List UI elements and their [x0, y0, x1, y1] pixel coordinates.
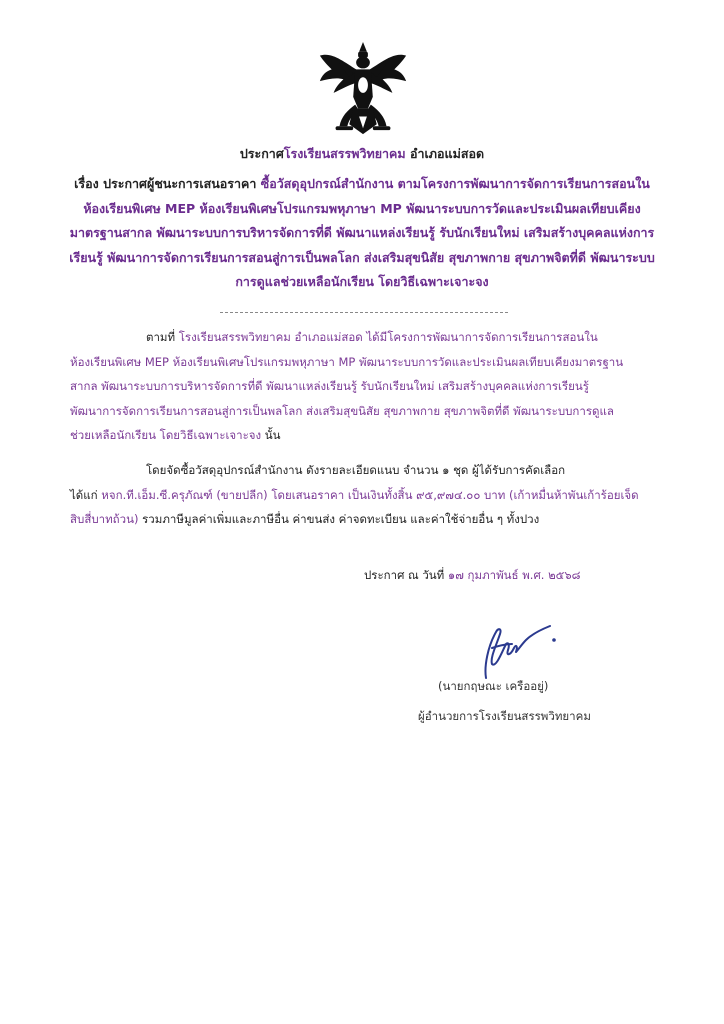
p2-line-2: [70, 483, 660, 508]
body-paragraph-1: [70, 325, 660, 448]
subject-text-1: ซื้อวัสดุอุปกรณ์สำนักงาน ตามโครงการพัฒนาการจัดการเรียนการสอนใน: [260, 176, 650, 191]
signer-position: ผู้อำนวยการโรงเรียนสรรพวิทยาคม: [418, 709, 591, 723]
signer-name: (นายกฤษณะ เครืออยู่): [438, 679, 549, 693]
p2-text-3a: สิบสี่บาทถ้วน): [70, 512, 139, 526]
p2-text-2b: หจก.ที.เอ็ม.ซี.ครุภัณฑ์ (ขายปลีก) โดยเสนอราคา เป็นเงินทั้งสิ้น ๙๕,๙๗๔.๐๐ บาท (เก้าหมื่นห้าพันเก้าร้อยเจ็ด: [101, 487, 639, 502]
announce-date: ๑๗ กุมภาพันธ์ พ.ศ. ๒๕๖๘: [447, 568, 581, 582]
p1-line-5: [70, 423, 660, 448]
subject-line-3: มาตรฐานสากล พัฒนาระบบการบริหารจัดการที่ดี พัฒนาแหล่งเรียนรู้ รับนักเรียนใหม่ เสริมสร้างบุคคลแห่งการ: [69, 225, 655, 240]
p1-line-2: ห้องเรียนพิเศษ MEP ห้องเรียนพิเศษโปรแกรมพหุภาษา MP พัฒนาระบบการวัดและประเมินผลเทียบเคียงมาตรฐาน: [70, 354, 624, 369]
divider-rule: [220, 312, 508, 313]
p2-line-3: [70, 507, 660, 532]
title-district: อำเภอแม่สอด: [405, 146, 485, 161]
p2-text-2a: ได้แก่: [70, 487, 102, 502]
subject-line-2: ห้องเรียนพิเศษ MEP ห้องเรียนพิเศษโปรแกรมพหุภาษา MP พัฒนาระบบการวัดและประเมินผลเทียบเคียง: [83, 200, 641, 216]
p1-text-5a: ช่วยเหลือนักเรียน โดยวิธีเฉพาะเจาะจง: [70, 428, 262, 442]
subject-line-4: เรียนรู้ พัฒนาการจัดการเรียนการสอนสู่การเป็นพลโลก ส่งเสริมสุขนิสัย สุขภาพกาย สุขภาพจิตที่ดี พัฒนาระบบ: [69, 249, 655, 265]
title-prefix: ประกาศ: [239, 146, 284, 161]
announce-label: ประกาศ ณ วันที่: [364, 568, 448, 582]
title-school: โรงเรียนสรรพวิทยาคม: [283, 146, 406, 161]
announcement-date-line: [364, 567, 581, 585]
subject-line-1: [40, 172, 684, 197]
p1-line-4: พัฒนาการจัดการเรียนการสอนสู่การเป็นพลโลก ส่งเสริมสุขนิสัย สุขภาพกาย สุขภาพจิตที่ดี พัฒนาระบบการดูแล: [70, 403, 614, 418]
p1-prefix: ตามที่: [146, 330, 179, 344]
p1-text-1: โรงเรียนสรรพวิทยาคม อำเภอแม่สอด ได้มีโครงการพัฒนาการจัดการเรียนการสอนใน: [178, 330, 598, 344]
p2-text-3b: รวมภาษีมูลค่าเพิ่มและภาษีอื่น ค่าขนส่ง ค่าจดทะเบียน และค่าใช้จ่ายอื่น ๆ ทั้งปวง: [138, 512, 540, 526]
document-title: [40, 145, 684, 163]
p1-line-3: สากล พัฒนาระบบการบริหารจัดการที่ดี พัฒนาแหล่งเรียนรู้ รับนักเรียนใหม่ เสริมสร้างบุคคลแห่งการเรียนรู้: [70, 379, 589, 393]
p1-text-5b: นั้น: [261, 428, 281, 442]
p1-line-1: [70, 325, 660, 350]
subject-label: เรื่อง ประกาศผู้ชนะการเสนอราคา: [74, 176, 261, 191]
garuda-emblem-icon: [314, 40, 412, 138]
subject-line-5: การดูแลช่วยเหลือนักเรียน โดยวิธีเฉพาะเจาะจง: [235, 274, 489, 289]
subject-block: [40, 172, 684, 295]
p2-line-1: โดยจัดซื้อวัสดุอุปกรณ์สำนักงาน ดังรายละเอียดแนบ จำนวน ๑ ชุด ผู้ได้รับการคัดเลือก: [146, 463, 566, 477]
signature-image: [470, 618, 560, 680]
body-paragraph-2: [70, 458, 660, 532]
